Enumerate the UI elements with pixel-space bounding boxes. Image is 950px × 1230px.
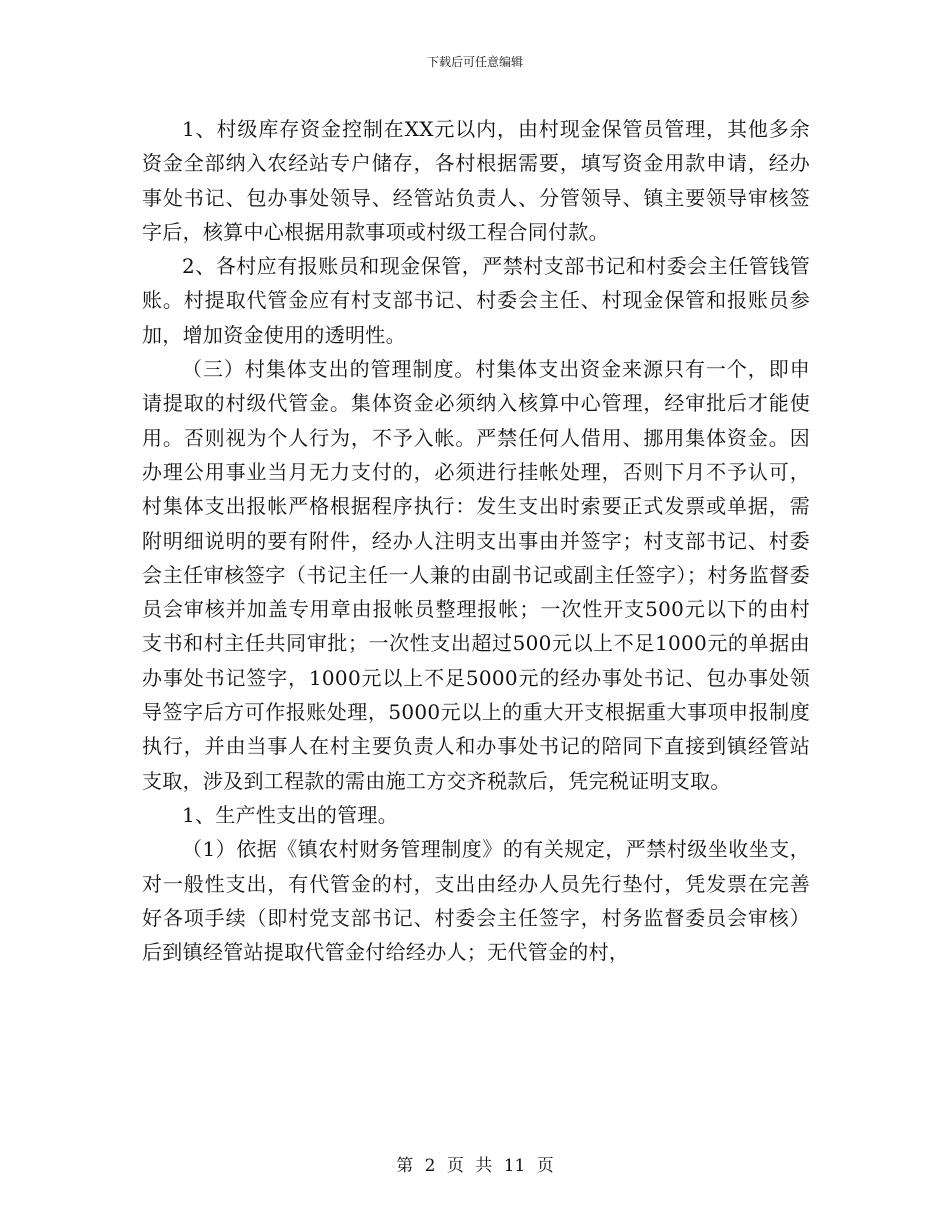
paragraph-5: （1）依据《镇农村财务管理制度》的有关规定，严禁村级坐收坐支，对一般性支出，有代管金的村，支出由经办人员先行垫付，凭发票在完善好各项手续（即村党支部书记、村委会主任签字，村务监督委员会审核）后到镇经管站提取代管金付给经办人；无代管金的村， [142, 837, 810, 965]
document-body [142, 112, 810, 969]
paragraph-3: （三）村集体支出的管理制度。村集体支出资金来源只有一个，即申请提取的村级代管金。集体资金必须纳入核算中心管理，经审批后才能使用。否则视为个人行为，不予入帐。严禁任何人借用、挪用集体资金。因办理公用事业当月无力支付的，必须进行挂帐处理，否则下月不予认可，村集体支出报帐严格根据程序执行：发生支出时索要正式发票或单据，需附明细说明的要有附件，经办人注明支出事由并签字；村支部书记、村委会主任审核签字（书记主任一人兼的由副书记或副主任签字）；村务监督委员会审核并加盖专用章由报帐员整理报帐；一次性开支500元以下的由村支书和村主任共同审批；一次性支出超过500元以上不足1000元的单据由办事处书记签字，1000元以上不足5000元的经办事处书记、包办事处领导签字后方可作报账处理，5000元以上的重大开支根据重大事项申报制度执行，并由当事人在村主要负责人和办事处书记的陪同下直接到镇经管站支取，涉及到工程款的需由施工方交齐税款后，凭完税证明支取。 [142, 357, 810, 793]
page-header: 下载后可任意编辑 [426, 55, 523, 69]
paragraph-4: 1、生产性支出的管理。 [182, 802, 399, 827]
paragraph-2: 2、各村应有报账员和现金保管，严禁村支部书记和村委会主任管钱管账。村提取代管金应有村支部书记、村委会主任、村现金保管和报账员参加，增加资金使用的透明性。 [142, 254, 810, 347]
page-footer: 第 2 页 共 11 页 [396, 1156, 554, 1176]
paragraph-1: 1、村级库存资金控制在XX元以内，由村现金保管员管理，其他多余资金全部纳入农经站专户储存，各村根据需要，填写资金用款申请，经办事处书记、包办事处领导、经管站负责人、分管领导、镇主要领导审核签字后，核算中心根据用款事项或村级工程合同付款。 [142, 117, 810, 244]
